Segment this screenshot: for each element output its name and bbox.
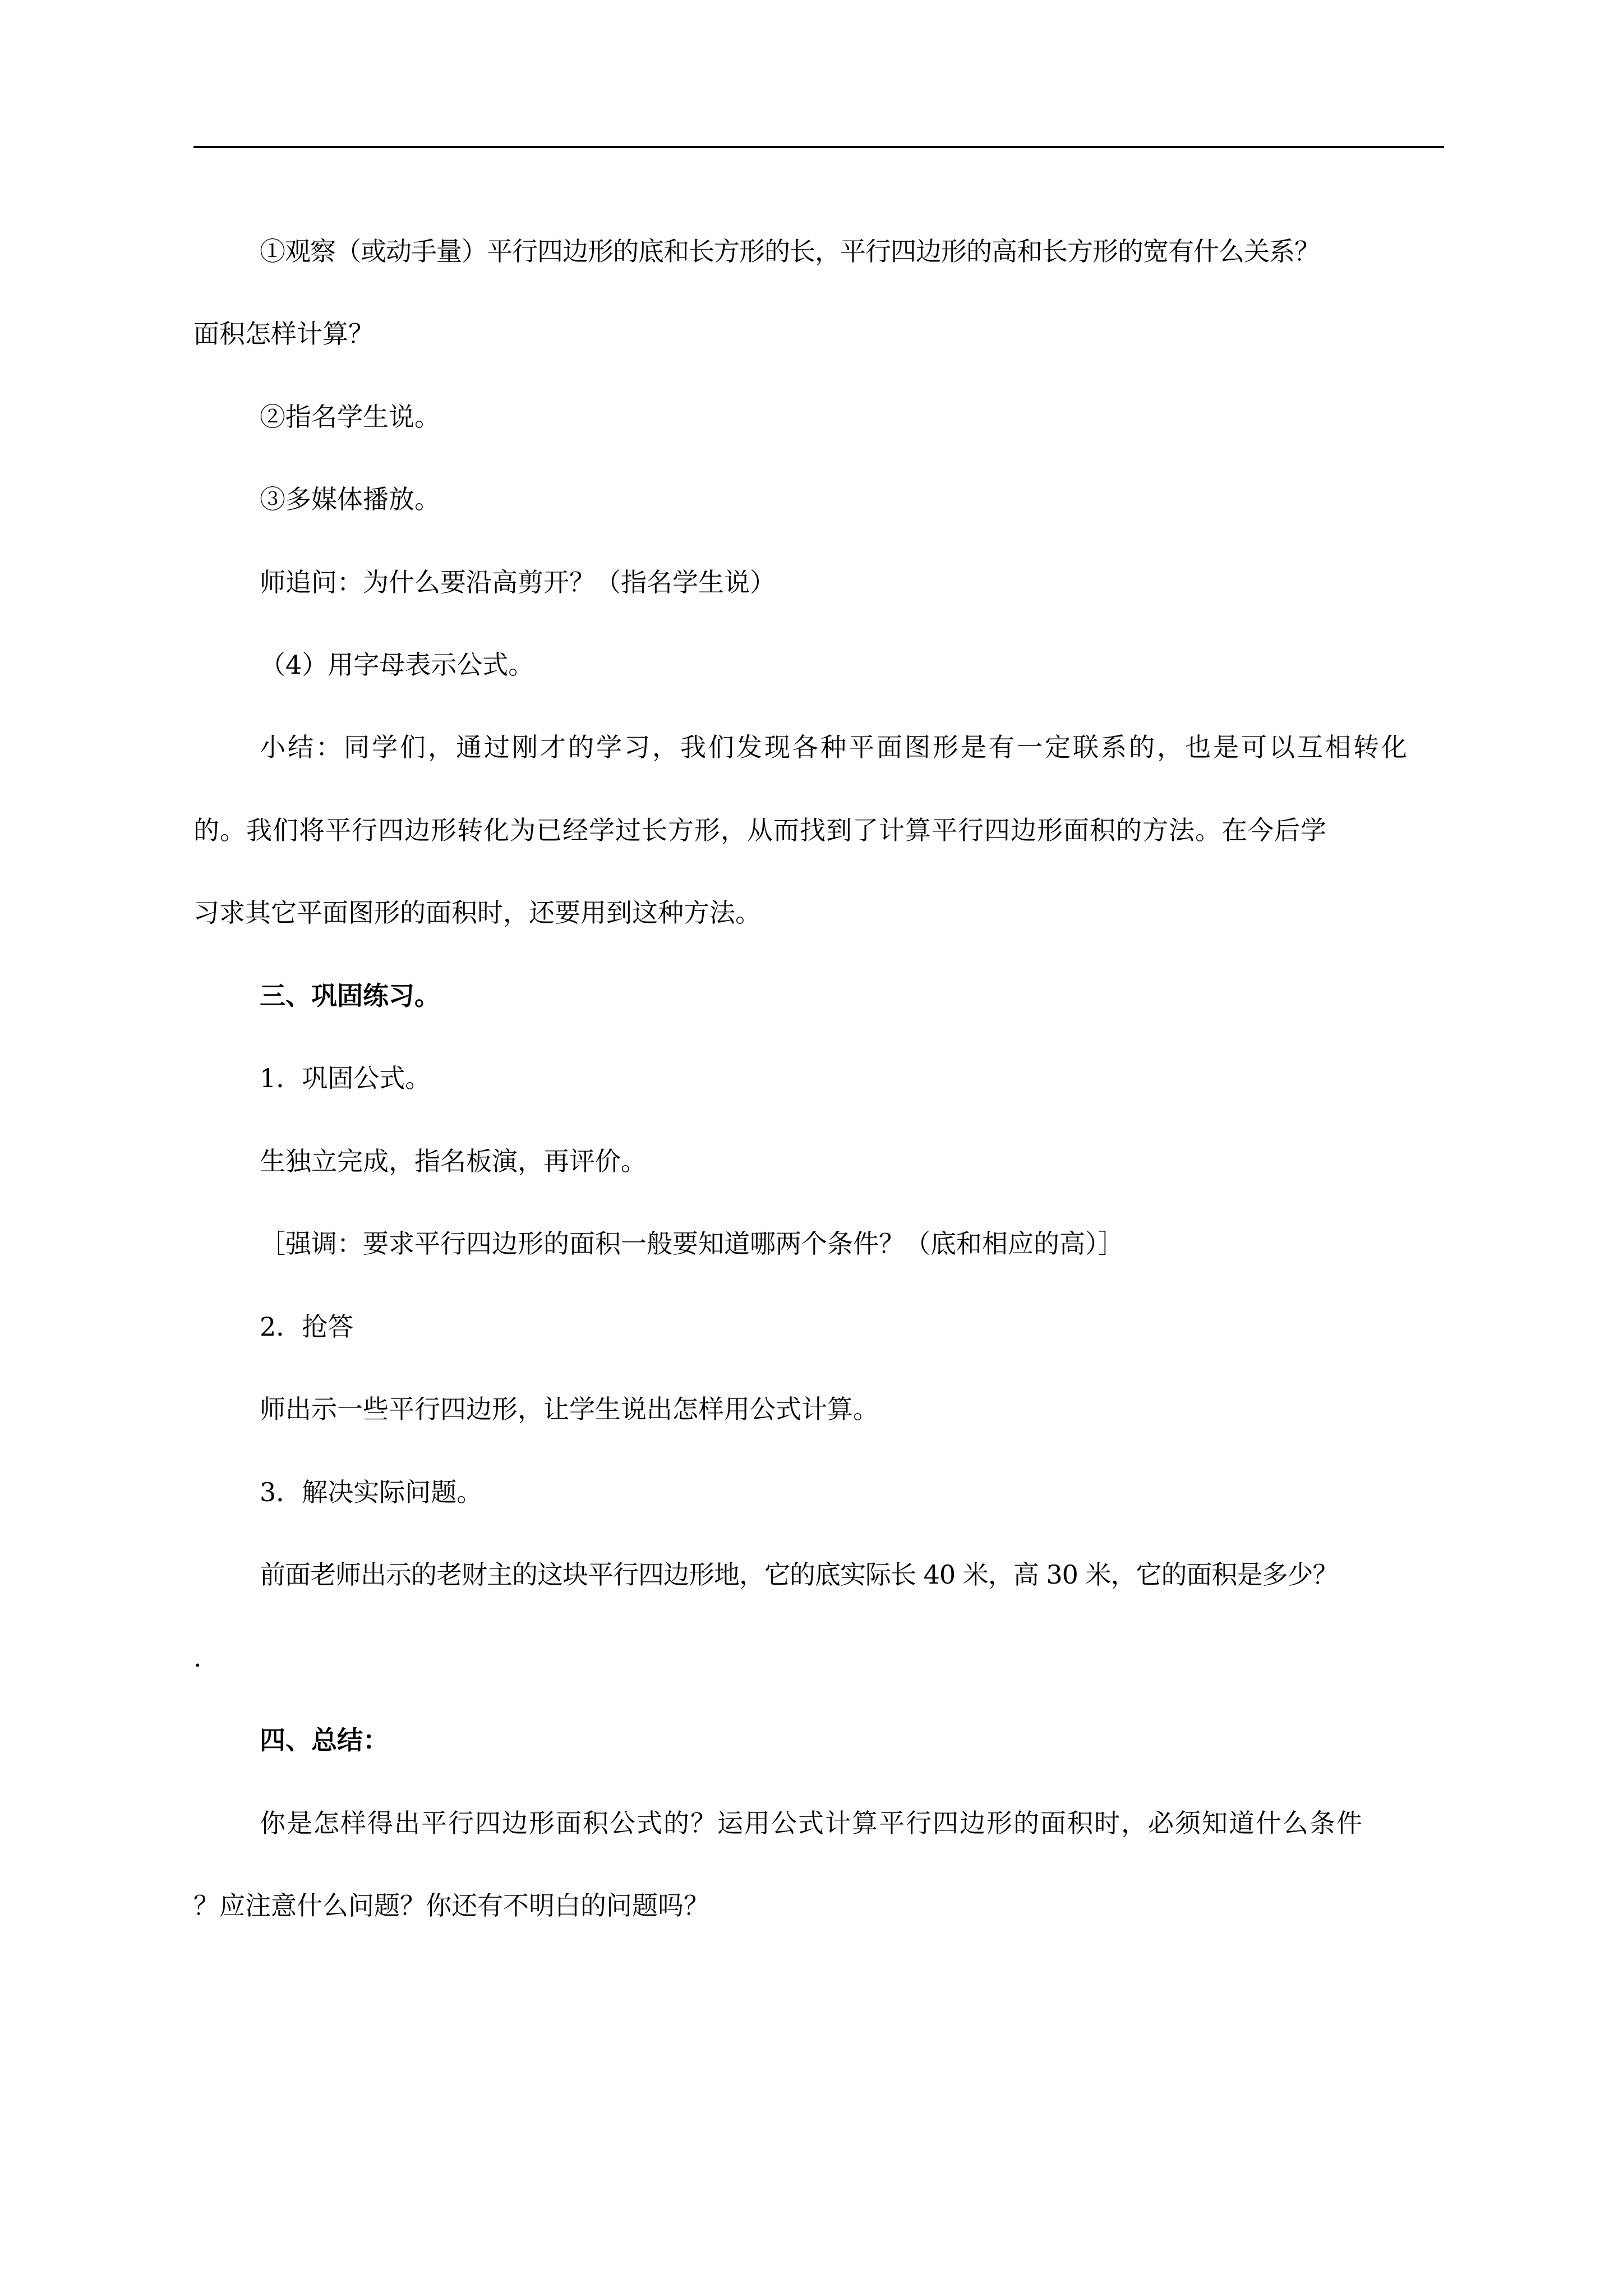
text-line: 你是怎样得出平行四边形面积公式的？运用公式计算平行四边形的面积时，必须知道什么条件 <box>260 1808 1363 1838</box>
section-heading: 三、巩固练习。 <box>260 981 440 1011</box>
text-line: 面积怎样计算？ <box>193 319 374 349</box>
section-heading: 四、总结： <box>260 1725 389 1755</box>
text-line: 生独立完成，指名板演，再评价。 <box>260 1146 647 1176</box>
text-line: ②指名学生说。 <box>260 402 440 432</box>
text-line: 师出示一些平行四边形，让学生说出怎样用公式计算。 <box>260 1394 879 1424</box>
text-line: 习求其它平面图形的面积时，还要用到这种方法。 <box>193 898 761 928</box>
text-line: ？应注意什么问题？你还有不明白的问题吗？ <box>193 1890 709 1921</box>
header-rule <box>193 146 1444 148</box>
text-line: 2．抢答 <box>260 1312 354 1342</box>
text-line: 3．解决实际问题。 <box>260 1477 483 1507</box>
text-line: 小结：同学们，通过刚才的学习，我们发现各种平面图形是有一定联系的，也是可以互相转化 <box>260 732 1409 762</box>
text-line: ③多媒体播放。 <box>260 484 440 514</box>
text-line: （4）用字母表示公式。 <box>260 650 534 680</box>
text-line: ①观察（或动手量）平行四边形的底和长方形的长，平行四边形的高和长方形的宽有什么关系？ <box>260 236 1320 266</box>
text-line: ［强调：要求平行四边形的面积一般要知道哪两个条件？（底和相应的高）］ <box>260 1228 1124 1259</box>
text-line: 的。我们将平行四边形转化为已经学过长方形，从而找到了计算平行四边形面积的方法。在今后学 <box>193 815 1327 845</box>
text-line: 1．巩固公式。 <box>260 1063 431 1093</box>
text-line: 前面老师出示的老财主的这块平行四边形地，它的底实际长 40 米，高 30 米，它的面积是多少？ <box>260 1559 1338 1590</box>
text-line: . <box>193 1642 202 1673</box>
text-line: 师追问：为什么要沿高剪开？（指名学生说） <box>260 567 776 597</box>
